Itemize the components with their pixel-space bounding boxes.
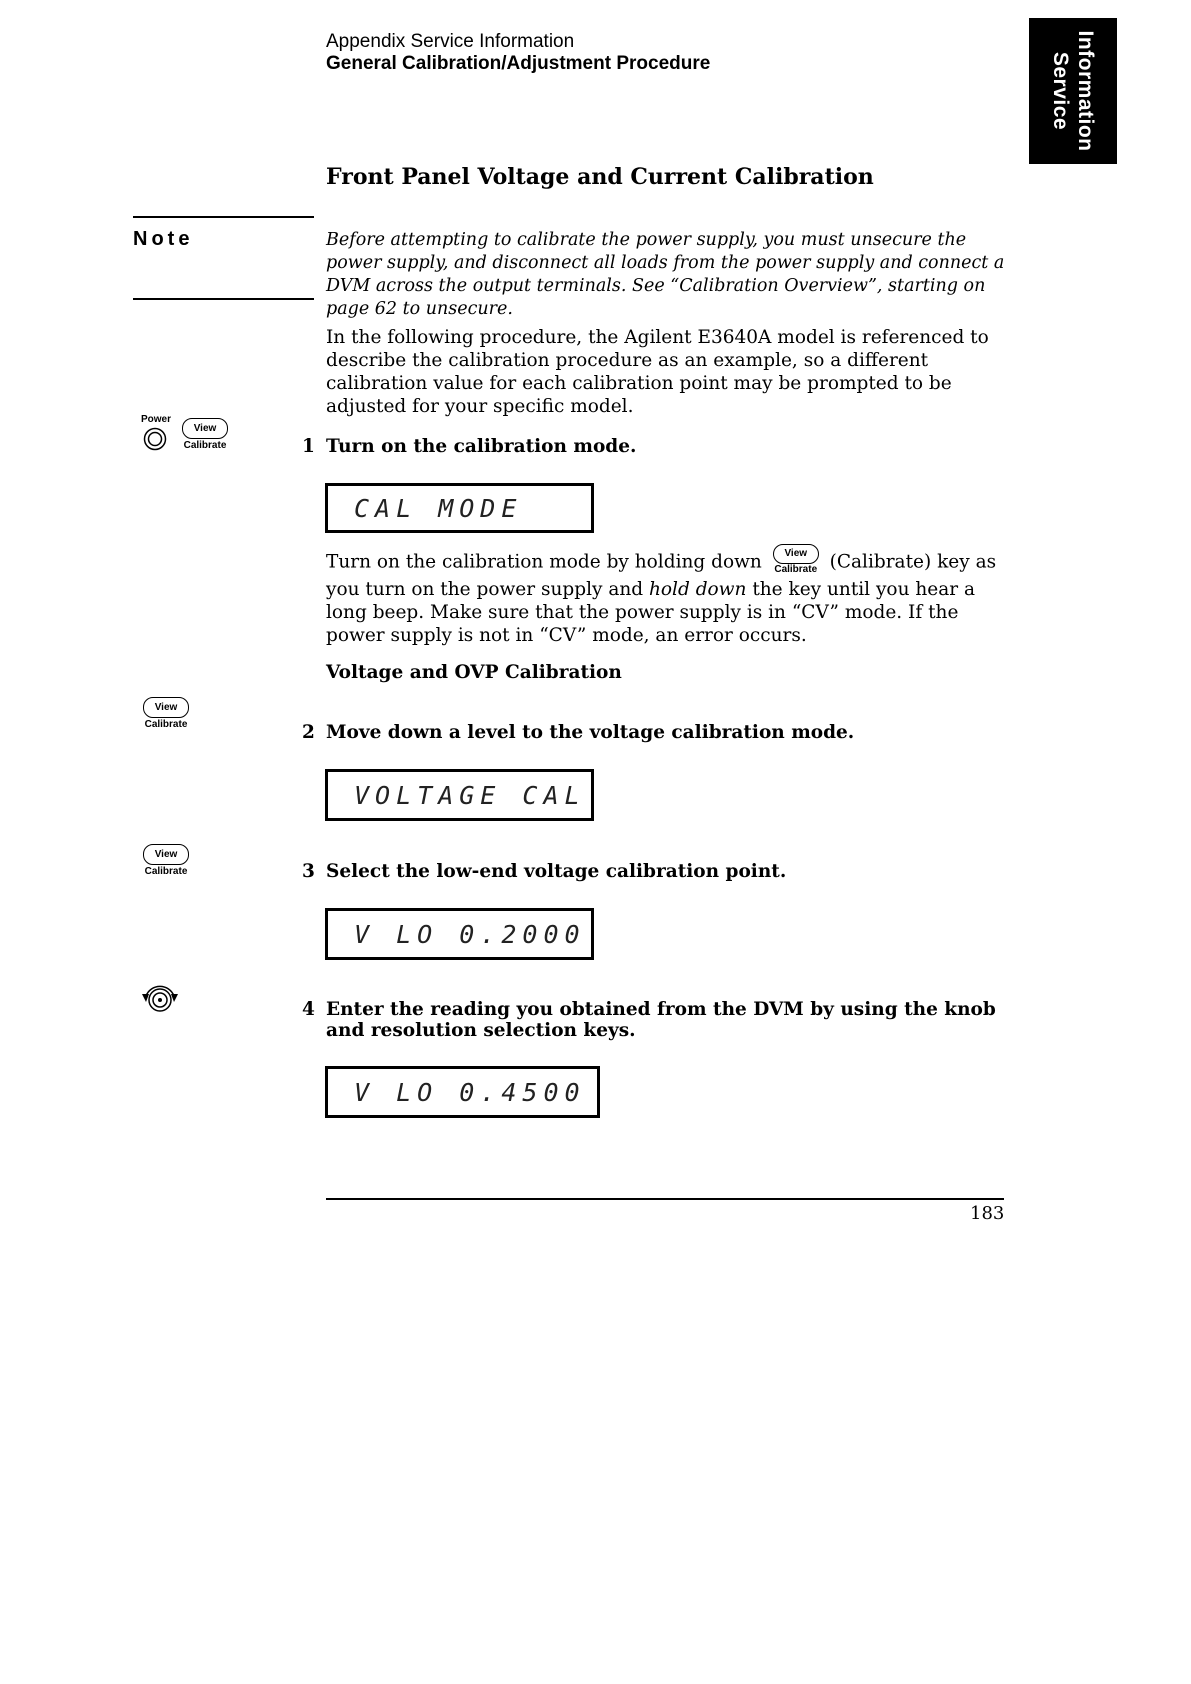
- lcd-display: VOLTAGE CAL: [325, 769, 594, 821]
- section-tab: [1029, 18, 1117, 164]
- lcd-display: CAL MODE: [325, 483, 594, 533]
- view-key-cap: View: [182, 418, 228, 439]
- knob-icon: [138, 982, 182, 1020]
- power-button-icon: [143, 427, 167, 455]
- calibrate-key-label: Calibrate: [144, 719, 188, 730]
- note-top-rule: [133, 216, 314, 218]
- step-text: Move down a level to the voltage calibration mode.: [326, 722, 855, 743]
- view-calibrate-key-3: [141, 844, 191, 877]
- calibrate-key-label: Calibrate: [774, 564, 818, 575]
- calibrate-key-label: Calibrate: [183, 440, 227, 451]
- view-key-cap: View: [773, 544, 819, 564]
- note-label: Note: [133, 228, 194, 250]
- body-text-emphasis: hold down: [649, 579, 747, 600]
- power-key-label: Power: [141, 414, 172, 425]
- body-text-part3: the key until you hear a long beep. Make sure that the power supply is in “CV” mode. If the power supply is not in “CV” mode, an error occurs.: [326, 579, 976, 646]
- calibrate-key-label: Calibrate: [144, 866, 188, 877]
- page-header: [326, 31, 710, 75]
- step-text: Enter the reading you obtained from the DVM by using the knob and resolution selection keys.: [326, 999, 996, 1041]
- view-calibrate-key-1: [180, 418, 230, 451]
- header-appendix: Appendix Service Information: [326, 31, 575, 52]
- step-number: 1: [302, 436, 315, 457]
- step-text: Turn on the calibration mode.: [326, 436, 637, 457]
- lcd-display: V LO 0.4500: [325, 1066, 600, 1118]
- note-text: Before attempting to calibrate the power supply, you must unsecure the power supply, and disconnect all loads from the power supply and connect a DVM across the output terminals. See “Calibration Overview”, starting on page 62 to unsecure.: [326, 230, 1005, 319]
- note-bottom-rule: [133, 298, 314, 300]
- view-key-cap: View: [143, 844, 189, 865]
- step-number: 4: [302, 999, 315, 1020]
- view-key-cap: View: [143, 697, 189, 718]
- view-calibrate-key-2: [141, 697, 191, 730]
- body-text-part1: Turn on the calibration mode by holding down: [326, 551, 762, 573]
- subheading: Voltage and OVP Calibration: [326, 662, 622, 683]
- step-number: 3: [302, 861, 315, 882]
- lcd-display: V LO 0.2000: [325, 908, 594, 960]
- step-text: Select the low-end voltage calibration point.: [326, 861, 787, 882]
- section-title: Front Panel Voltage and Current Calibration: [326, 164, 874, 190]
- body-paragraph: [326, 547, 1006, 647]
- inline-view-calibrate-key: [770, 544, 822, 575]
- tab-line-2: Information: [1074, 30, 1097, 152]
- header-title: General Calibration/Adjustment Procedure: [326, 53, 711, 74]
- tab-line-1: Service: [1049, 51, 1072, 131]
- footer-rule: [326, 1198, 1004, 1200]
- page-number: 183: [970, 1203, 1005, 1224]
- body-text-part2: (Calibrate) key as you turn on the power supply and: [326, 551, 997, 600]
- step-number: 2: [302, 722, 315, 743]
- intro-paragraph: In the following procedure, the Agilent E3640A model is referenced to describe the calibration procedure as an example, so a different calibration value for each calibration point may be prompted to be adjusted for your specific model.: [326, 327, 989, 417]
